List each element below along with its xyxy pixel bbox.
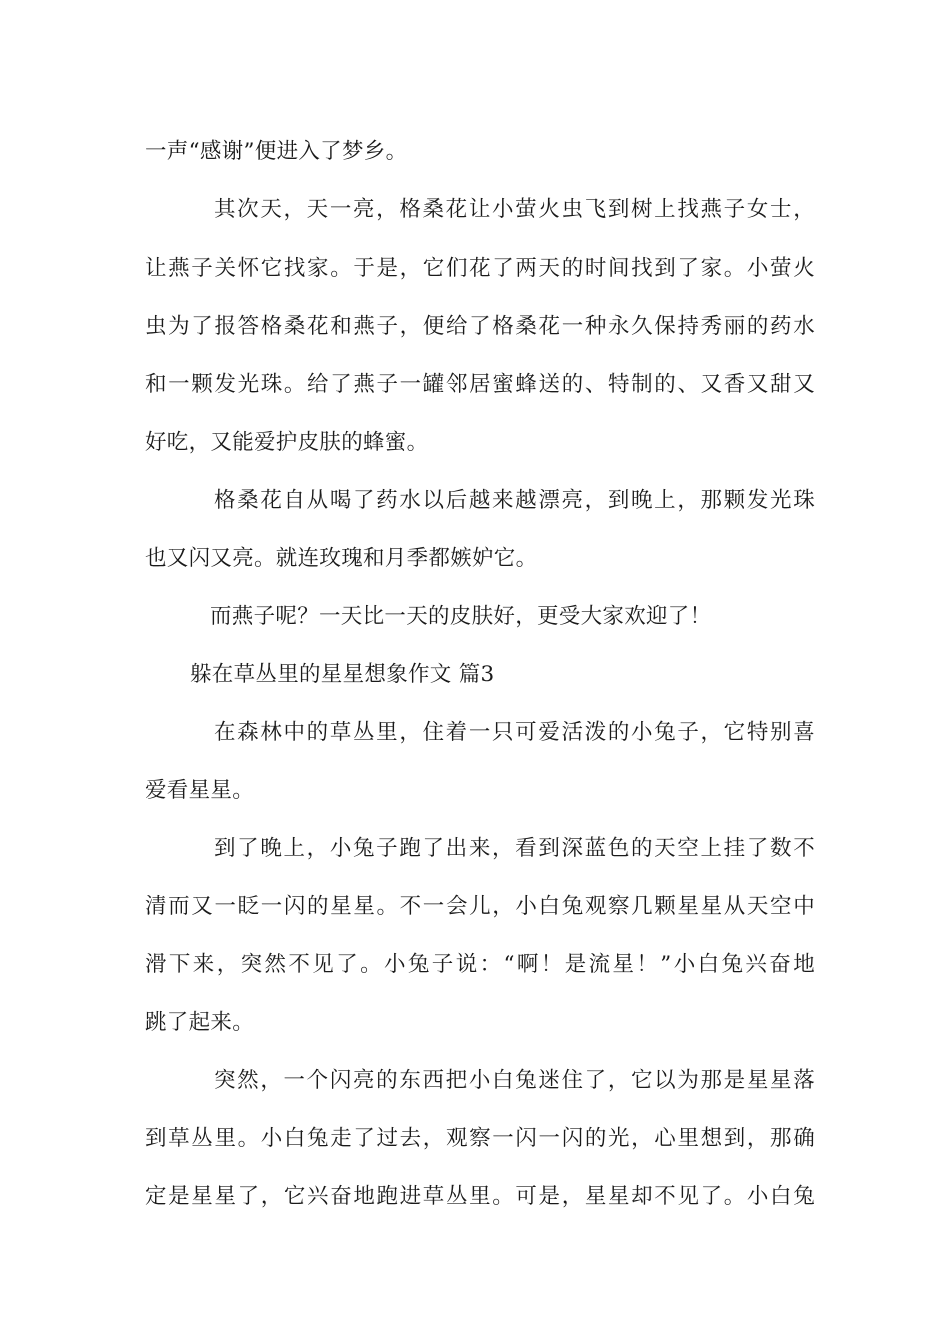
text-line: 也又闪又亮。就连玫瑰和月季都嫉妒它。: [145, 546, 538, 571]
paragraph-start-line: 而燕子呢？一天比一天的皮肤好，更受大家欢迎了！: [210, 604, 712, 629]
paragraph-start-line: 在森林中的草丛里，住着一只可爱活泼的小兔子，它特别喜: [214, 720, 815, 745]
section-heading: 躲在草丛里的星星想象作文 篇3: [190, 662, 495, 687]
paragraph-start-line: 其次天，天一亮，格桑花让小萤火虫飞到树上找燕子女士，: [214, 197, 815, 222]
text-line: 和一颗发光珠。给了燕子一罐邻居蜜蜂送的、特制的、又香又甜又: [145, 372, 815, 397]
paragraph-start-line: 格桑花自从喝了药水以后越来越漂亮，到晚上，那颗发光珠: [214, 488, 815, 513]
text-line: 定是星星了，它兴奋地跑进草丛里。可是，星星却不见了。小白兔: [145, 1184, 815, 1209]
text-line: 好吃，又能爱护皮肤的蜂蜜。: [145, 430, 429, 455]
text-line: 一声“感谢”便进入了梦乡。: [145, 139, 408, 164]
text-line: 爱看星星。: [145, 778, 255, 803]
paragraph-start-line: 突然，一个闪亮的东西把小白兔迷住了，它以为那是星星落: [214, 1068, 815, 1093]
text-line: 清而又一眨一闪的星星。不一会儿，小白兔观察几颗星星从天空中: [145, 894, 815, 919]
text-line: 跳了起来。: [145, 1010, 255, 1035]
text-line: 虫为了报答格桑花和燕子，便给了格桑花一种永久保持秀丽的药水: [145, 314, 815, 339]
text-line: 让燕子关怀它找家。于是，它们花了两天的时间找到了家。小萤火: [145, 256, 815, 281]
text-line: 到草丛里。小白兔走了过去，观察一闪一闪的光，心里想到，那确: [145, 1126, 815, 1151]
paragraph-start-line: 到了晚上，小兔子跑了出来，看到深蓝色的天空上挂了数不: [214, 836, 815, 861]
text-line: 滑下来，突然不见了。小兔子说：“啊！是流星！”小白兔兴奋地: [145, 952, 815, 977]
